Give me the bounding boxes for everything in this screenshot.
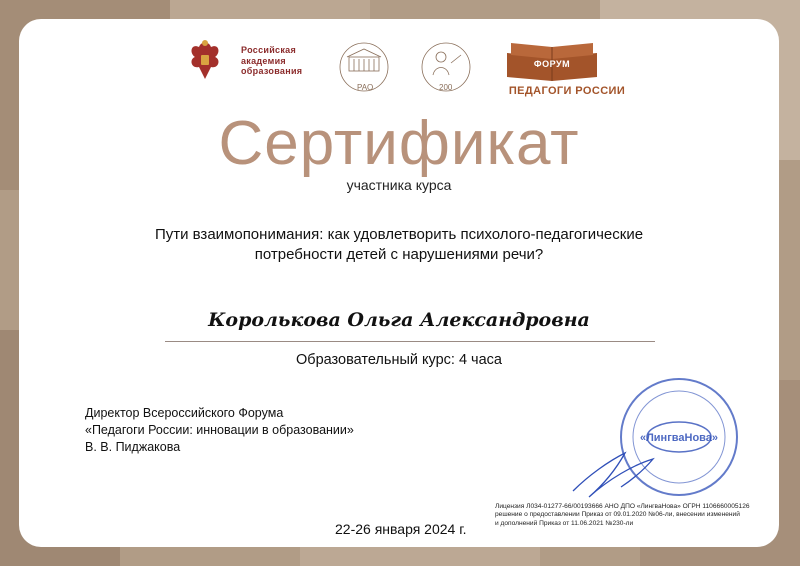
license-line-3: и дополнений Приказ от 11.06.2021 №230-ли bbox=[495, 519, 634, 527]
certificate-subtitle: участника курса bbox=[346, 177, 452, 193]
anniversary-label: 200 bbox=[439, 83, 453, 92]
signer-organization: «Педагоги России: инновации в образовании» bbox=[85, 423, 354, 437]
course-hours: Образовательный курс: 4 часа bbox=[295, 352, 502, 368]
signer-name: В. В. Пиджакова bbox=[85, 440, 181, 454]
participant-name: Королькова Ольга Александровна bbox=[208, 309, 590, 331]
license-line-1: Лицензия Л034-01277-66/00193666 АНО ДПО «ЛингваНова» ОГРН 1106660005126 bbox=[495, 503, 750, 510]
signer-position: Директор Всероссийского Форума bbox=[85, 406, 284, 420]
course-title bbox=[79, 225, 719, 265]
ras-logo-text: Российская академия образования bbox=[241, 45, 303, 76]
course-title-line-1: Пути взаимопонимания: как удовлетворить психолого-педагогические bbox=[154, 226, 644, 243]
event-date: 22-26 января 2024 г. bbox=[335, 521, 467, 537]
name-underline bbox=[165, 341, 655, 342]
forum-name: ПЕДАГОГИ РОССИИ bbox=[508, 85, 626, 97]
stamp-center-text: «ЛингваНова» bbox=[639, 432, 719, 444]
official-stamp bbox=[559, 375, 759, 515]
license-line-2: решение о предоставлении Приказ от 09.01.2020 №06-ли, внесении изменений bbox=[495, 511, 740, 519]
signer-block bbox=[85, 405, 354, 456]
course-title-line-2: потребности детей с нарушениями речи? bbox=[254, 246, 544, 263]
eagle-emblem-icon bbox=[192, 40, 219, 79]
signature-icon bbox=[573, 453, 653, 497]
license-info bbox=[495, 503, 779, 528]
forum-word: ФОРУМ bbox=[533, 59, 571, 69]
rao-label: РАО bbox=[357, 83, 374, 92]
logo-strip bbox=[19, 19, 779, 99]
certificate-title: Сертификат bbox=[218, 109, 580, 178]
certificate-card bbox=[19, 19, 779, 547]
